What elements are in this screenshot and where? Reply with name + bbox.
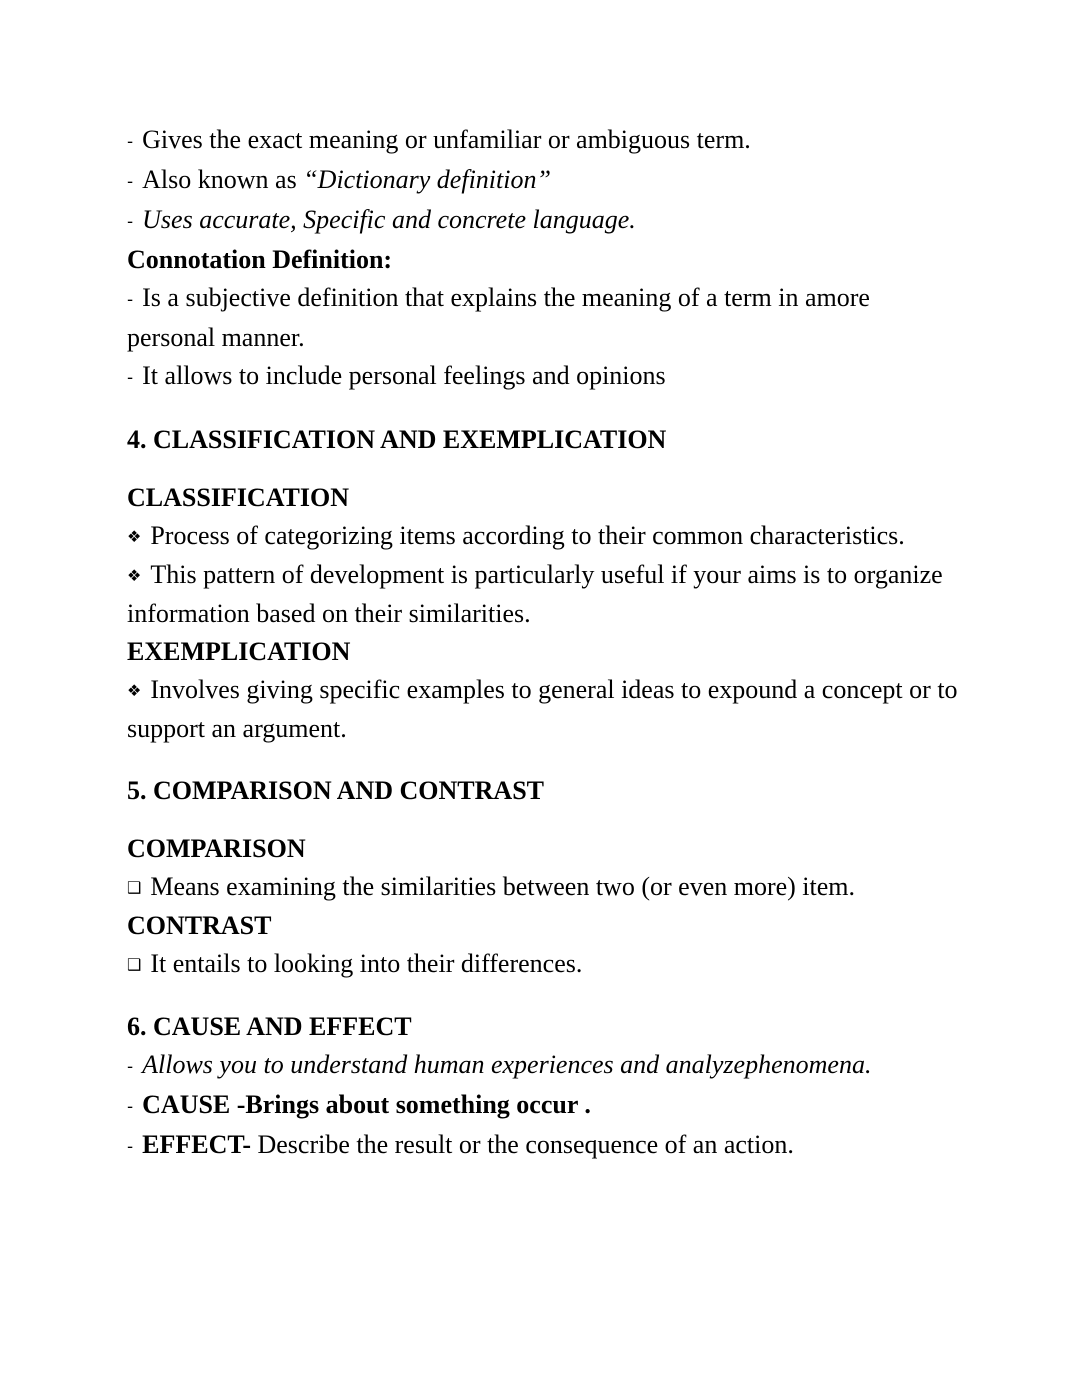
connotation-heading: Connotation Definition: — [127, 245, 393, 274]
denotation-line-1 — [127, 121, 962, 161]
subheading-comparison: COMPARISON — [127, 834, 306, 863]
section-heading-4: 4. CLASSIFICATION AND EXEMPLICATION — [127, 425, 667, 454]
dash-marker: - — [127, 132, 134, 152]
denotation-line-2-text: Also known as — [142, 165, 304, 194]
diamond-bullet-icon: ❖ — [127, 681, 142, 700]
classification-bullet-1 — [127, 517, 962, 556]
effect-line-regular-text: Describe the result or the consequence of an action. — [250, 1130, 794, 1159]
classification-bullet-1-text: Process of categorizing items according to their common characteristics. — [150, 521, 905, 550]
contrast-bullet-1-text: It entails to looking into their differences. — [150, 949, 583, 978]
exemplication-bullet-1 — [127, 671, 962, 748]
diamond-bullet-icon: ❖ — [127, 527, 142, 546]
cause-effect-line-1 — [127, 1046, 962, 1086]
connotation-line-1-text: Is a subjective definition that explains the meaning of a term in amore personal manner. — [127, 283, 870, 352]
denotation-line-2-italic-text: “Dictionary definition” — [303, 165, 551, 194]
effect-line-bold-text: EFFECT- — [142, 1130, 251, 1159]
dash-marker: - — [127, 1097, 134, 1117]
connotation-line-1 — [127, 279, 962, 357]
denotation-line-3-text: Uses accurate, Specific and concrete language. — [142, 205, 636, 234]
subheading-exemplication: EXEMPLICATION — [127, 637, 351, 666]
dash-marker: - — [127, 172, 134, 192]
subheading-classification: CLASSIFICATION — [127, 483, 350, 512]
dash-marker: - — [127, 368, 134, 388]
dash-marker: - — [127, 1057, 134, 1077]
denotation-line-1-text: Gives the exact meaning or unfamiliar or ambiguous term. — [142, 125, 751, 154]
dash-marker: - — [127, 212, 134, 232]
classification-bullet-2 — [127, 556, 962, 633]
connotation-line-2-text: It allows to include personal feelings and opinions — [142, 361, 666, 390]
connotation-line-2 — [127, 357, 962, 397]
classification-bullet-2-text: This pattern of development is particularly useful if your aims is to organize information based on their similarities. — [127, 560, 943, 628]
denotation-line-2 — [127, 161, 962, 201]
square-bullet-icon: ❑ — [127, 878, 142, 897]
section-heading-5: 5. COMPARISON AND CONTRAST — [127, 776, 544, 805]
cause-line — [127, 1086, 962, 1126]
cause-effect-line-1-text: Allows you to understand human experiences and analyzephenomena. — [142, 1050, 872, 1079]
section-heading-6: 6. CAUSE AND EFFECT — [127, 1012, 412, 1041]
dash-marker: - — [127, 1137, 134, 1157]
square-bullet-icon: ❑ — [127, 955, 142, 974]
denotation-line-3 — [127, 201, 962, 241]
exemplication-bullet-1-text: Involves giving specific examples to general ideas to expound a concept or to support an argument. — [127, 675, 958, 743]
contrast-bullet-1 — [127, 945, 962, 984]
effect-line — [127, 1126, 962, 1166]
comparison-bullet-1-text: Means examining the similarities between two (or even more) item. — [150, 872, 856, 901]
cause-line-text: CAUSE -Brings about something occur . — [142, 1090, 591, 1119]
diamond-bullet-icon: ❖ — [127, 566, 142, 585]
comparison-bullet-1 — [127, 868, 962, 907]
subheading-contrast: CONTRAST — [127, 911, 272, 940]
dash-marker: - — [127, 290, 134, 310]
